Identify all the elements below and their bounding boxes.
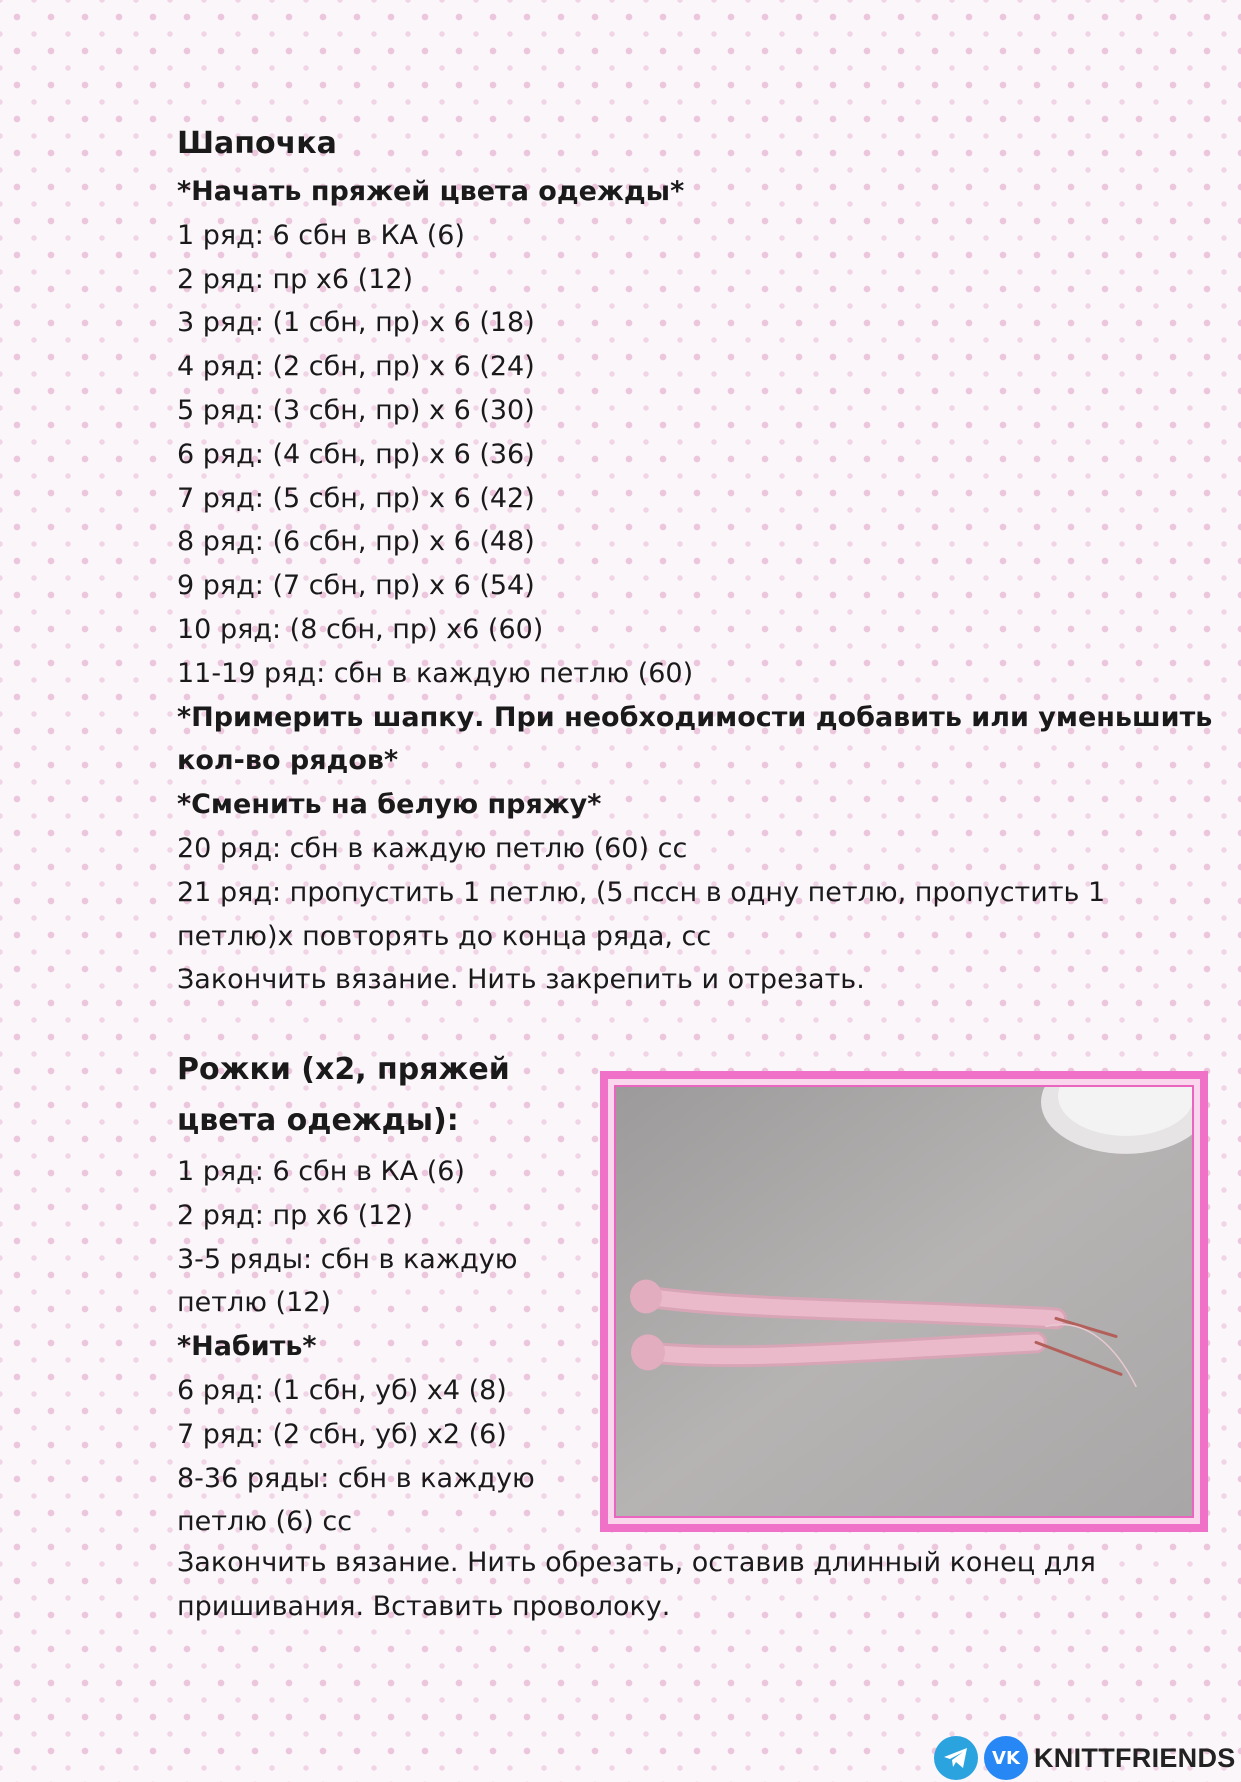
instruction-line: петлю (12) (177, 1287, 331, 1319)
section-cap (177, 122, 1213, 996)
horns-instructions (177, 1150, 535, 1538)
instruction-line: 9 ряд: (7 сбн, пр) х 6 (54) (177, 570, 535, 602)
instruction-line: *Сменить на белую пряжу* (177, 789, 602, 821)
instruction-line: 3-5 ряды: сбн в каждую (177, 1243, 518, 1275)
instruction-line: пришивания. Вставить проволоку. (177, 1590, 671, 1622)
instruction-line: 2 ряд: пр х6 (12) (177, 1199, 414, 1231)
instruction-line: 20 ряд: сбн в каждую петлю (60) сс (177, 832, 688, 864)
instruction-line: 6 ряд: (1 сбн, уб) х4 (8) (177, 1374, 507, 1406)
section-horns (177, 1048, 535, 1538)
instruction-line: 1 ряд: 6 сбн в КА (6) (177, 219, 465, 251)
cap-instructions (177, 170, 1213, 996)
telegram-icon[interactable] (934, 1736, 978, 1780)
instruction-line: кол-во рядов* (177, 745, 399, 777)
instruction-line: *Примерить шапку. При необходимости добавить или уменьшить (177, 701, 1213, 733)
instruction-line: Закончить вязание. Нить закрепить и отрезать. (177, 964, 865, 996)
instruction-line: 8-36 ряды: сбн в каждую (177, 1462, 535, 1494)
brand-badge (934, 1734, 1236, 1782)
horns-outro (177, 1541, 1096, 1629)
instruction-line: 10 ряд: (8 сбн, пр) х6 (60) (177, 613, 544, 645)
instruction-line: 1 ряд: 6 сбн в КА (6) (177, 1156, 465, 1187)
instruction-line: *Набить* (177, 1331, 317, 1363)
instruction-line: 7 ряд: (5 сбн, пр) х 6 (42) (177, 482, 535, 514)
instruction-line: 6 ряд: (4 сбн, пр) х 6 (36) (177, 438, 535, 470)
instruction-line: 11-19 ряд: сбн в каждую петлю (60) (177, 657, 694, 689)
instruction-line: 4 ряд: (2 сбн, пр) х 6 (24) (177, 351, 535, 383)
instruction-line: *Начать пряжей цвета одежды* (177, 176, 685, 207)
horns-photo (600, 1071, 1208, 1532)
instruction-line: петлю (6) сс (177, 1506, 353, 1538)
vk-icon[interactable]: VK (984, 1736, 1028, 1780)
instruction-line: 8 ряд: (6 сбн, пр) х 6 (48) (177, 526, 535, 558)
section-title-line: цвета одежды): (177, 1103, 459, 1138)
brand-name[interactable]: KNITTFRIENDS (1034, 1742, 1236, 1773)
instruction-line: Закончить вязание. Нить обрезать, оставив длинный конец для (177, 1547, 1096, 1578)
instruction-line: петлю)х повторять до конца ряда, сс (177, 920, 712, 952)
instruction-line: 21 ряд: пропустить 1 петлю, (5 пссн в одну петлю, пропустить 1 (177, 876, 1106, 908)
instruction-line: 5 ряд: (3 сбн, пр) х 6 (30) (177, 394, 535, 426)
crocheted-horns-image (616, 1087, 1192, 1516)
section-title-line: Рожки (х2, пряжей (177, 1052, 510, 1087)
instruction-line: 2 ряд: пр х6 (12) (177, 263, 414, 295)
instruction-line: 3 ряд: (1 сбн, пр) х 6 (18) (177, 307, 535, 339)
instruction-line: 7 ряд: (2 сбн, уб) х2 (6) (177, 1418, 507, 1450)
section-title: Шапочка (177, 126, 337, 161)
